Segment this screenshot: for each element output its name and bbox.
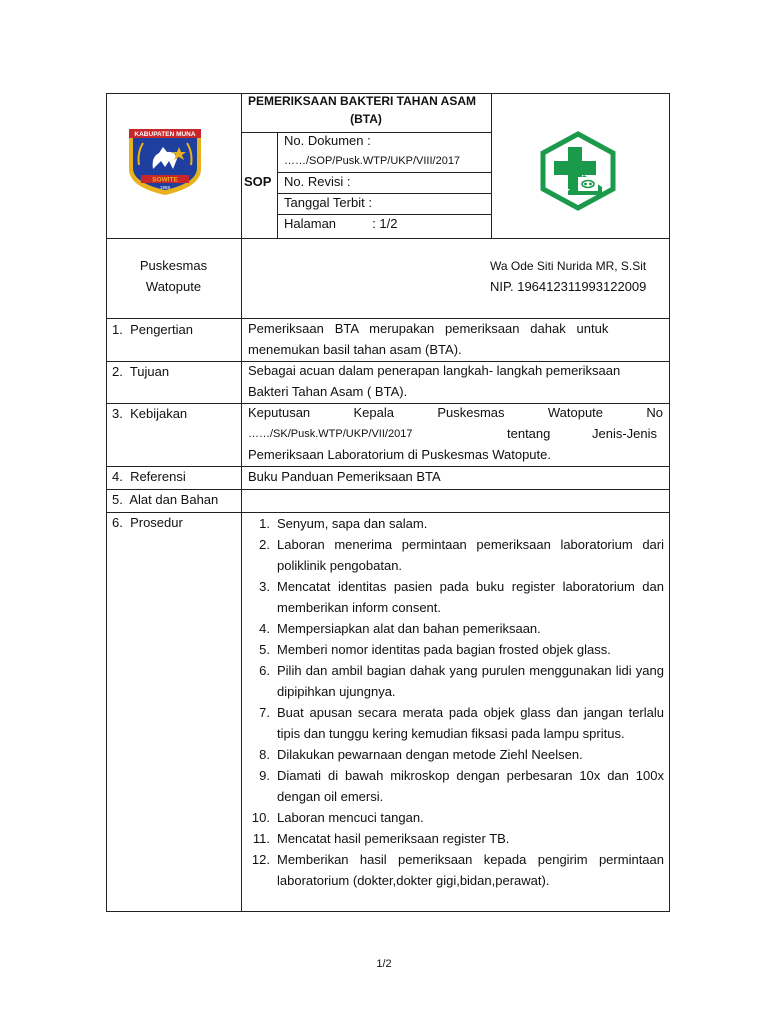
logo-top-text: KABUPATEN MUNA <box>134 131 196 138</box>
prosedur-step <box>240 534 664 576</box>
prosedur-list <box>240 513 664 891</box>
prosedur-step <box>240 849 664 891</box>
prosedur-step-number: 1. <box>259 516 270 531</box>
puskesmas-logo <box>538 131 618 211</box>
row-label-pengertian: 1. Pengertian <box>112 322 193 337</box>
pengertian-line2: menemukan basil tahan asam (BTA). <box>248 342 462 357</box>
pengertian-line1: Pemeriksaan BTA merupakan pemeriksaan dahak untuk <box>248 321 609 336</box>
row-label-referensi: 4. Referensi <box>112 469 186 484</box>
row-label-alat-bahan: 5. Alat dan Bahan <box>112 492 219 507</box>
prosedur-step-number: 6. <box>259 663 270 678</box>
row-label-kebijakan: 3. Kebijakan <box>112 406 188 421</box>
sop-title-line1: PEMERIKSAAN BAKTERI TAHAN ASAM <box>248 94 476 108</box>
divider-nodok-bottom <box>277 172 491 173</box>
prosedur-step <box>240 660 664 702</box>
kebijakan-sk-number: ……/SK/Pusk.WTP/UKP/VII/2017 <box>248 428 413 440</box>
prosedur-step-text: Dilakukan pewarnaan dengan metode Ziehl Neelsen. <box>277 747 583 762</box>
no-revisi: No. Revisi : <box>284 174 351 189</box>
logo-bottom-text: SOWITE <box>152 176 178 184</box>
prosedur-step <box>240 765 664 807</box>
divider-org-bottom <box>106 318 670 319</box>
prosedur-step <box>240 807 664 828</box>
prosedur-step-number: 9. <box>259 768 270 783</box>
signer-nip: NIP. 196412311993122009 <box>490 279 647 294</box>
prosedur-step-text: Diamati di bawah mikroskop dengan perbesaran 10x dan 100x dengan oil emersi. <box>277 768 664 804</box>
row-label-prosedur: 6. Prosedur <box>112 515 183 530</box>
divider-revisi-bottom <box>277 193 491 194</box>
prosedur-step-text: Pilih dan ambil bagian dahak yang purulen menggunakan lidi yang dipipihkan ujungnya. <box>277 663 664 699</box>
no-dokumen-value: ……/SOP/Pusk.WTP/UKP/VIII/2017 <box>284 155 461 167</box>
prosedur-step-text: Laboran menerima permintaan pemeriksaan laboratorium dari poliklinik pengobatan. <box>277 537 664 573</box>
prosedur-step-number: 4. <box>259 621 270 636</box>
divider-row1-bottom <box>106 361 670 362</box>
prosedur-step <box>240 618 664 639</box>
halaman: Halaman : 1/2 <box>284 216 398 231</box>
prosedur-step <box>240 513 664 534</box>
referensi-text: Buku Panduan Pemeriksaan BTA <box>248 469 441 484</box>
prosedur-step-text: Memberikan hasil pemeriksaan kepada pengirim permintaan laboratorium (dokter,dokter gigi,bidan,perawat). <box>277 852 664 888</box>
kabupaten-muna-logo <box>123 125 207 197</box>
no-dokumen-label: No. Dokumen : <box>284 133 371 148</box>
row-label-tujuan: 2. Tujuan <box>112 364 170 379</box>
prosedur-step-text: Mencatat identitas pasien pada buku register laboratorium dan memberikan inform consent. <box>277 579 664 615</box>
kebijakan-jenis: Jenis-Jenis <box>592 426 658 441</box>
tujuan-line1: Sebagai acuan dalam penerapan langkah- langkah pemeriksaan <box>248 363 621 378</box>
prosedur-step-text: Mempersiapkan alat dan bahan pemeriksaan. <box>277 621 541 636</box>
prosedur-step-text: Senyum, sapa dan salam. <box>277 516 428 531</box>
prosedur-step <box>240 576 664 618</box>
kebijakan-line3: Pemeriksaan Laboratorium di Puskesmas Watopute. <box>248 447 551 462</box>
logo-year: 1959 <box>159 185 171 190</box>
divider-row4-bottom <box>106 489 670 490</box>
prosedur-step-number: 2. <box>259 537 270 552</box>
prosedur-step <box>240 639 664 660</box>
divider-row3-bottom <box>106 466 670 467</box>
signer-name: Wa Ode Siti Nurida MR, S.Sit <box>490 259 647 273</box>
prosedur-step-text: Memberi nomor identitas pada bagian frosted objek glass. <box>277 642 611 657</box>
kebijakan-tentang: tentang <box>507 426 551 441</box>
puskesmas-name-line1: Puskesmas <box>139 258 208 273</box>
puskesmas-name-line2: Watopute <box>145 279 202 294</box>
prosedur-step-number: 8. <box>259 747 270 762</box>
divider-col-right <box>491 93 492 238</box>
divider-row2-bottom <box>106 403 670 404</box>
prosedur-step <box>240 702 664 744</box>
prosedur-step-number: 3. <box>259 579 270 594</box>
prosedur-step-text: Buat apusan secara merata pada objek glass dan jangan terlalu tipis dan tunggu kering kemudian fiksasi pada lampu spritus. <box>277 705 664 741</box>
prosedur-step-number: 11. <box>252 831 270 846</box>
prosedur-step-text: Mencatat hasil pemeriksaan register TB. <box>277 831 510 846</box>
prosedur-step <box>240 744 664 765</box>
tanggal-terbit: Tanggal Terbit : <box>284 195 372 210</box>
sop-title-line2: (BTA) <box>350 112 382 126</box>
tujuan-line2: Bakteri Tahan Asam ( BTA). <box>248 384 408 399</box>
prosedur-step-number: 5. <box>259 642 270 657</box>
prosedur-step-number: 10. <box>251 810 270 825</box>
prosedur-step <box>240 828 664 849</box>
sop-label: SOP <box>244 174 272 189</box>
divider-tanggal-bottom <box>277 214 491 215</box>
page-number: 1/2 <box>376 958 392 970</box>
divider-header-bottom <box>106 238 670 239</box>
kebijakan-line1: Keputusan Kepala Puskesmas Watopute No <box>248 405 663 420</box>
divider-col-sop <box>277 132 278 238</box>
prosedur-step-text: Laboran mencuci tangan. <box>277 810 424 825</box>
prosedur-step-number: 7. <box>259 705 270 720</box>
prosedur-step-number: 12. <box>251 852 270 867</box>
